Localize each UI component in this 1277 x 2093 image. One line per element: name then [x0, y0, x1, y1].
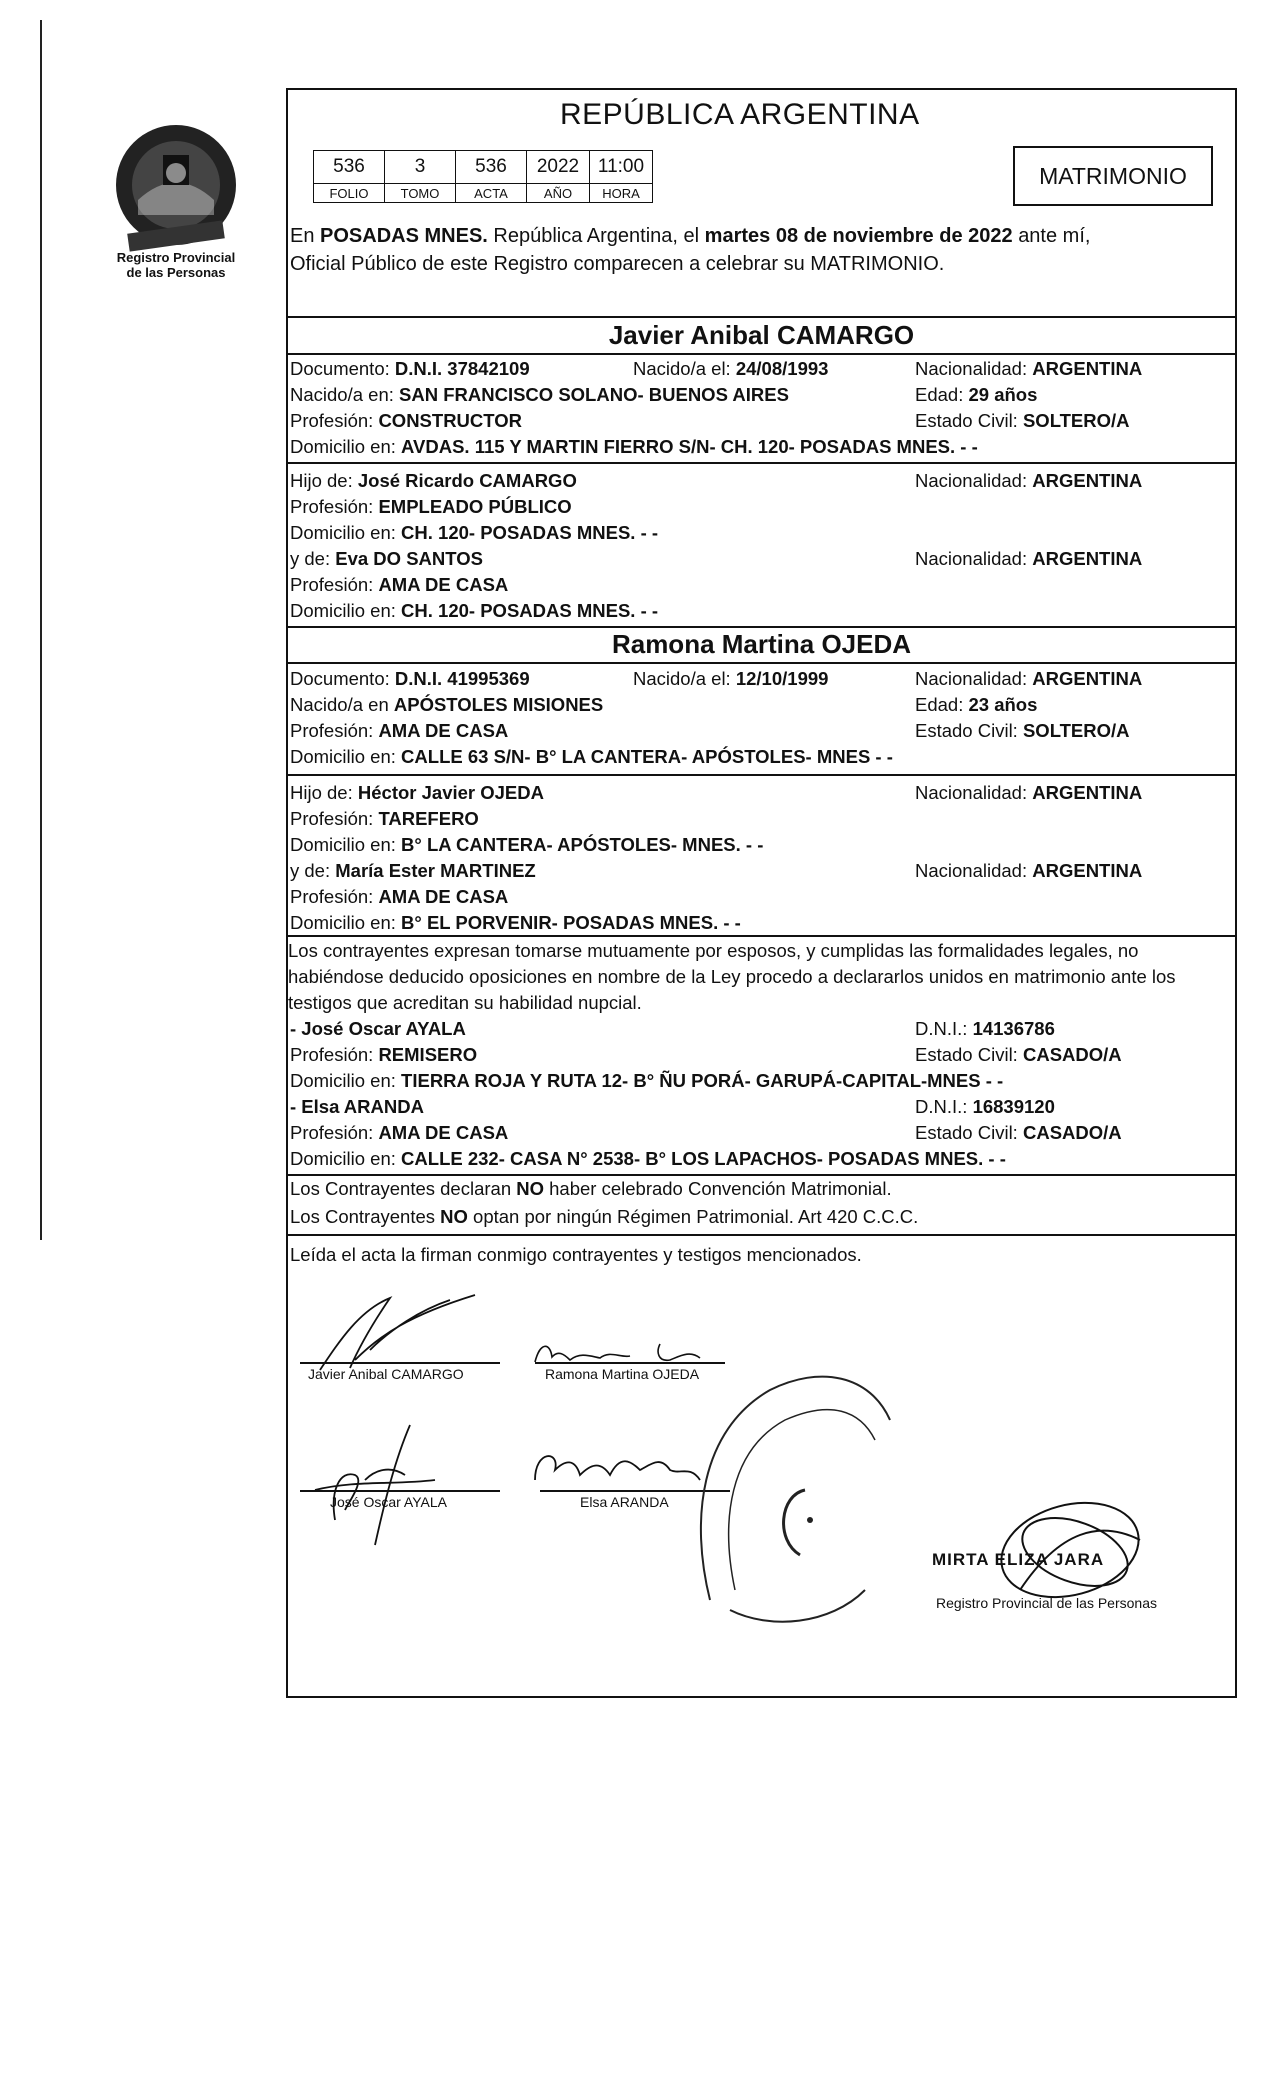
divider — [286, 316, 1237, 318]
divider — [286, 626, 1237, 628]
witness2-dni-row: D.N.I.: 16839120 — [915, 1096, 1055, 1117]
spouse2-mother-nat-row: Nacionalidad: ARGENTINA — [915, 860, 1143, 881]
spouse1-father-addr-row: Domicilio en: CH. 120- POSADAS MNES. - - — [290, 522, 659, 543]
intro-line2: Oficial Público de este Registro comparecen a celebrar su MATRIMONIO. — [290, 253, 945, 275]
spouse1-mother-row: y de: Eva DO SANTOS — [290, 548, 483, 569]
spouse2-born-row: Nacido/a el: 12/10/1999 — [633, 668, 829, 689]
divider — [286, 353, 1237, 355]
spouse2-mother-addr-row: Domicilio en: B° EL PORVENIR- POSADAS MNES. - - — [290, 912, 741, 933]
acta-label: ACTA — [456, 184, 527, 203]
witness1-prof-row: Profesión: REMISERO — [290, 1044, 478, 1065]
divider — [286, 462, 1237, 464]
spouse1-addr-row: Domicilio en: AVDAS. 115 Y MARTIN FIERRO S/N- CH. 120- POSADAS MNES. - - — [290, 436, 978, 457]
spouse1-mother-prof-row: Profesión: AMA DE CASA — [290, 574, 509, 595]
margin-line — [40, 20, 42, 1240]
spouse2-prof-row: Profesión: AMA DE CASA — [290, 720, 509, 741]
spouse1-father-nat-row: Nacionalidad: ARGENTINA — [915, 470, 1143, 491]
intro-paragraph — [290, 222, 1235, 278]
spouse2-mother-row: y de: María Ester MARTINEZ — [290, 860, 536, 881]
spouse1-civil-row: Estado Civil: SOLTERO/A — [915, 410, 1130, 431]
official-name: MIRTA ELIZA JARA — [932, 1550, 1105, 1569]
divider — [286, 1234, 1237, 1236]
witness2-name: - Elsa ARANDA — [290, 1096, 424, 1117]
intro-prefix: En — [290, 225, 315, 247]
acta-value: 536 — [456, 151, 527, 184]
witness1-addr-row: Domicilio en: TIERRA ROJA Y RUTA 12- B° ÑU PORÁ- GARUPÁ-CAPITAL-MNES - - — [290, 1070, 1004, 1091]
spouse2-doc-row: Documento: D.N.I. 41995369 — [290, 668, 530, 689]
spouse1-mother-nat-row: Nacionalidad: ARGENTINA — [915, 548, 1143, 569]
intro-suffix: ante mí, — [1018, 225, 1091, 247]
page-title: REPÚBLICA ARGENTINA — [560, 98, 920, 131]
spouse1-father-prof-row: Profesión: EMPLEADO PÚBLICO — [290, 496, 572, 517]
spouse2-nat-row: Nacionalidad: ARGENTINA — [915, 668, 1143, 689]
official-seal — [690, 1360, 900, 1630]
divider — [286, 662, 1237, 664]
declaration-text: Los contrayentes expresan tomarse mutuamente por esposos, y cumplidas las formalidades legales, no habiéndose deducido oposiciones en nombre de la Ley procedo a declararlos unidos en matrimonio ante los testigos que acreditan su habilidad nupcial. — [288, 940, 1176, 1013]
signature-line — [300, 1362, 500, 1364]
witness2-addr-row: Domicilio en: CALLE 232- CASA N° 2538- B° LOS LAPACHOS- POSADAS MNES. - - — [290, 1148, 1006, 1169]
convention-line2: Los Contrayentes NO optan por ningún Régimen Patrimonial. Art 420 C.C.C. — [290, 1206, 919, 1227]
witness1-civil-row: Estado Civil: CASADO/A — [915, 1044, 1122, 1065]
spouse1-father-row: Hijo de: José Ricardo CAMARGO — [290, 470, 577, 491]
folio-label: FOLIO — [314, 184, 385, 203]
intro-date: martes 08 de noviembre de 2022 — [704, 225, 1013, 247]
spouse1-born-row: Nacido/a el: 24/08/1993 — [633, 358, 829, 379]
anio-value: 2022 — [527, 151, 590, 184]
spouse2-father-nat-row: Nacionalidad: ARGENTINA — [915, 782, 1143, 803]
witness1-dni-row: D.N.I.: 14136786 — [915, 1018, 1055, 1039]
witness1-name: - José Oscar AYALA — [290, 1018, 466, 1039]
spouse2-civil-row: Estado Civil: SOLTERO/A — [915, 720, 1130, 741]
spouse1-prof-row: Profesión: CONSTRUCTOR — [290, 410, 522, 431]
tomo-label: TOMO — [385, 184, 456, 203]
signature-line — [300, 1490, 500, 1492]
divider — [286, 935, 1237, 937]
spouse2-father-addr-row: Domicilio en: B° LA CANTERA- APÓSTOLES- MNES. - - — [290, 834, 764, 855]
spouse1-name: Javier Anibal CAMARGO — [608, 320, 915, 350]
intro-place: POSADAS MNES. — [320, 225, 488, 247]
intro-line1 — [290, 222, 1235, 250]
logo-caption — [96, 250, 256, 280]
closing-text: Leída el acta la firman conmigo contrayentes y testigos mencionados. — [290, 1244, 862, 1265]
witness2-prof-row: Profesión: AMA DE CASA — [290, 1122, 509, 1143]
signature-label-witness2: Elsa ARANDA — [580, 1494, 669, 1510]
spouse2-name: Ramona Martina OJEDA — [611, 629, 912, 659]
hora-label: HORA — [590, 184, 653, 203]
registry-table — [313, 150, 653, 203]
tomo-value: 3 — [385, 151, 456, 184]
signature-label-spouse1: Javier Anibal CAMARGO — [308, 1366, 464, 1382]
spouse2-birthplace-row: Nacido/a en APÓSTOLES MISIONES — [290, 694, 604, 715]
spouse1-nat-row: Nacionalidad: ARGENTINA — [915, 358, 1143, 379]
spouse2-father-prof-row: Profesión: TAREFERO — [290, 808, 479, 829]
logo-caption-line1: Registro Provincial — [116, 250, 236, 265]
logo-caption-line2: de las Personas — [126, 265, 226, 280]
spouse1-age-row: Edad: 29 años — [915, 384, 1038, 405]
intro-middle: República Argentina, el — [493, 225, 700, 247]
witness2-civil-row: Estado Civil: CASADO/A — [915, 1122, 1122, 1143]
spouse2-father-row: Hijo de: Héctor Javier OJEDA — [290, 782, 544, 803]
signature-witness1 — [295, 1420, 455, 1550]
signature-label-spouse2: Ramona Martina OJEDA — [545, 1366, 700, 1382]
divider — [286, 774, 1237, 776]
official-office: Registro Provincial de las Personas — [936, 1595, 1157, 1611]
spouse1-mother-addr-row: Domicilio en: CH. 120- POSADAS MNES. - - — [290, 600, 659, 621]
spouse2-addr-row: Domicilio en: CALLE 63 S/N- B° LA CANTERA- APÓSTOLES- MNES - - — [290, 746, 893, 767]
hora-value: 11:00 — [590, 151, 653, 184]
divider — [286, 1174, 1237, 1176]
convention-line1: Los Contrayentes declaran NO haber celebrado Convención Matrimonial. — [290, 1178, 892, 1199]
anio-label: AÑO — [527, 184, 590, 203]
registry-logo — [108, 115, 244, 263]
folio-value: 536 — [314, 151, 385, 184]
spouse1-doc-row: Documento: D.N.I. 37842109 — [290, 358, 530, 379]
signature-label-witness1: José Oscar AYALA — [330, 1494, 447, 1510]
act-type-box: MATRIMONIO — [1013, 146, 1213, 206]
spouse2-mother-prof-row: Profesión: AMA DE CASA — [290, 886, 509, 907]
spouse2-age-row: Edad: 23 años — [915, 694, 1038, 715]
spouse1-birthplace-row: Nacido/a en: SAN FRANCISCO SOLANO- BUENOS AIRES — [290, 384, 789, 405]
